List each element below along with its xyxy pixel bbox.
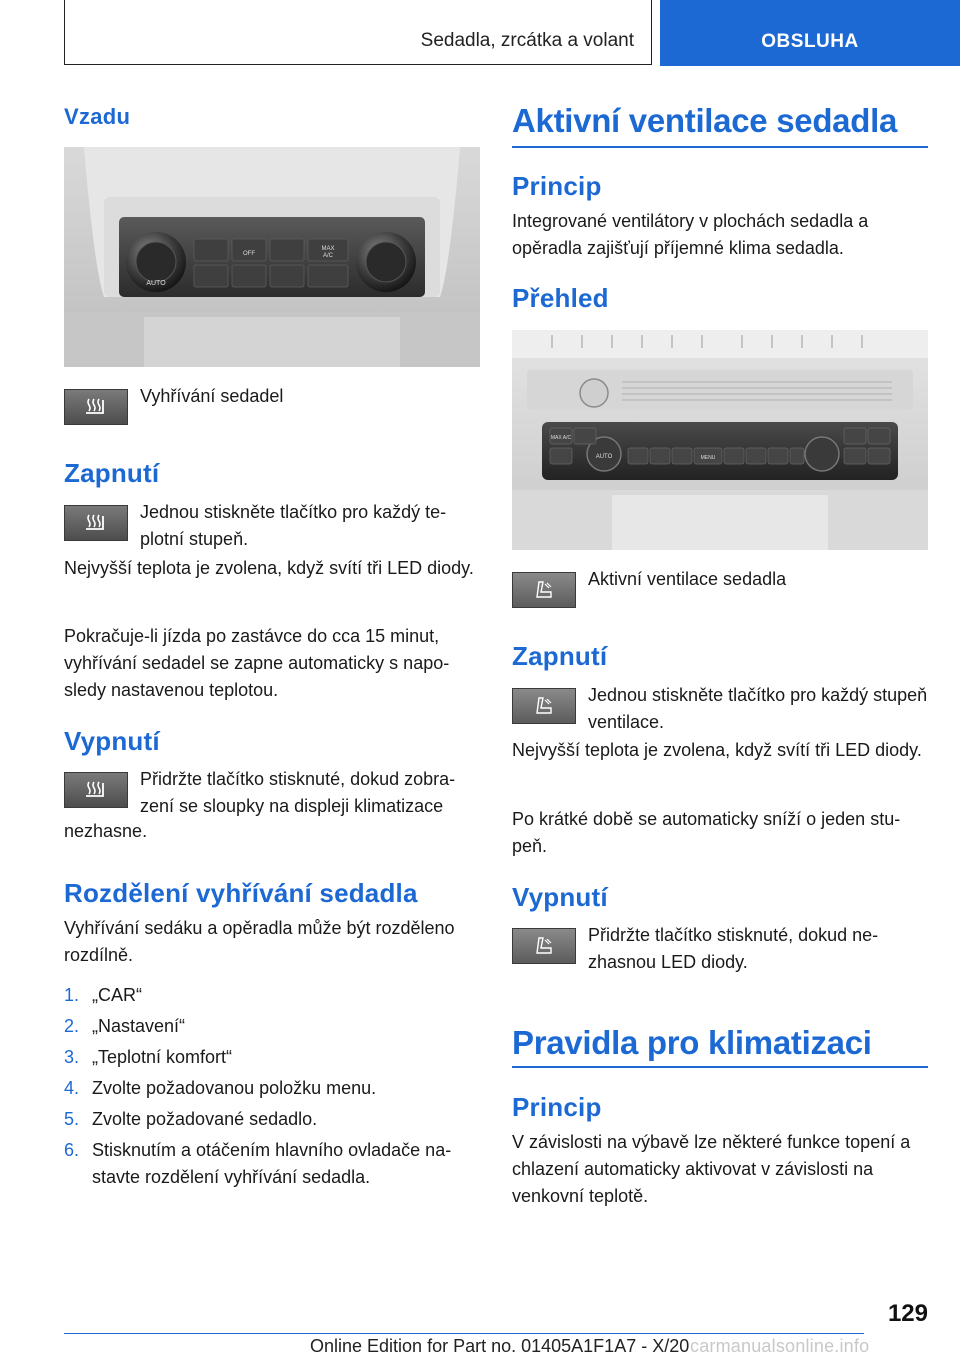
heading-vypnuti-right: Vypnutí <box>512 882 608 912</box>
rear-climate-panel-photo <box>64 147 480 367</box>
seat-ventilation-icon <box>529 578 559 602</box>
step-number: 1. <box>64 985 80 1005</box>
photo-label-off: OFF <box>243 251 255 257</box>
header-rule-right <box>651 0 652 64</box>
photo-label-max-ac: MAX A/C <box>550 435 572 441</box>
rozdeleni-intro: Vyhřívání sedáku a opěradla může být rozděleno rozdílně. <box>64 918 455 965</box>
list-item <box>64 1013 480 1040</box>
seat-heating-icon <box>81 396 111 418</box>
page-header <box>0 0 960 66</box>
zapnuti-auto-restart-note: Pokračuje-li jízda po zastávce do cca 15 minut, vyhřívání sedadel se zapne automaticky s naposledy nastavenou teplotou. <box>64 626 450 700</box>
zapnuti-instruction-left: Jednou stiskněte tlačítko pro každý teplotní stupeň. <box>140 502 447 549</box>
page-number: 129 <box>887 1300 928 1327</box>
heading-zapnuti-left: Zapnutí <box>64 458 160 488</box>
zapnuti-icon-row-left <box>64 502 480 553</box>
heading-prehled: Přehled <box>512 283 609 313</box>
vypnuti-icon-row-left <box>64 769 480 820</box>
vypnuti-continuation: nezhasne. <box>64 821 148 841</box>
zapnuti-instruction-right: Jednou stiskněte tlačítko pro každý stupeň ventilace. <box>588 685 928 732</box>
footer-rule <box>64 1333 864 1334</box>
photo-label-auto: AUTO <box>146 280 166 287</box>
step-text: „Nastavení“ <box>92 1016 186 1036</box>
rear-climate-panel-illustration <box>64 147 480 367</box>
zapnuti-led-note-left: Nejvyšší teplota je zvolena, když svítí tři LED diody. <box>64 558 474 578</box>
seat-heating-button-icon <box>64 505 128 541</box>
heading-zapnuti-right: Zapnutí <box>512 641 608 671</box>
seat-heating-icon-row <box>64 386 284 425</box>
edition-note: Online Edition for Part no. 01405A1F1A7 - X/20 <box>310 1336 690 1356</box>
seat-heating-icon <box>81 512 111 534</box>
step-number: 2. <box>64 1016 80 1036</box>
header-rule-left <box>64 0 65 64</box>
list-item <box>64 1137 480 1191</box>
seat-ventilation-button-icon <box>512 928 576 964</box>
front-climate-panel-photo <box>512 330 928 550</box>
seat-ventilation-button-icon <box>512 572 576 608</box>
step-text: Zvolte požadované sedadlo. <box>92 1109 318 1129</box>
seat-heating-caption: Vyhřívání sedadel <box>140 386 284 406</box>
zapnuti-icon-row-right <box>512 685 928 736</box>
list-item <box>64 1044 480 1071</box>
seat-heating-button-icon <box>64 772 128 808</box>
seat-ventilation-button-icon <box>512 688 576 724</box>
vypnuti-icon-row-right <box>512 925 928 976</box>
step-number: 4. <box>64 1078 80 1098</box>
step-text: Zvolte požadovanou položku menu. <box>92 1078 377 1098</box>
list-item <box>64 982 480 1009</box>
heading-rozdeleni: Rozdělení vyhřívání sedadla <box>64 878 418 908</box>
subheading-vzadu: Vzadu <box>64 104 131 129</box>
photo-label-auto: AUTO <box>595 454 613 460</box>
step-text: Stisknutím a otáčením hlavního ovladače nastavte rozdělení vyhřívání sedadla. <box>92 1140 452 1187</box>
step-number: 5. <box>64 1109 80 1129</box>
header-section-title: Sedadla, zrcátka a volant <box>420 30 634 51</box>
title-underline <box>512 146 928 148</box>
heading-princip-climate: Princip <box>512 1092 602 1122</box>
title-underline <box>512 1066 928 1068</box>
front-climate-panel-illustration <box>512 330 928 550</box>
heading-princip-ventilation: Princip <box>512 171 602 201</box>
princip-ventilation-text: Integrované ventilátory v plochách sedadla a opěradla zajišťují příjemné klima sedadla. <box>512 211 869 258</box>
vypnuti-instruction-left: Přidržte tlačítko stisknuté, dokud zobrazení se sloupky na displeji klimatizace <box>140 769 456 816</box>
seat-ventilation-icon <box>529 934 559 958</box>
seat-ventilation-caption: Aktivní ventilace sedadla <box>588 569 787 589</box>
rozdeleni-steps-list <box>64 982 480 1195</box>
zapnuti-auto-reduce-note: Po krátké době se automaticky sníží o jeden stupeň. <box>512 809 901 856</box>
heading-vypnuti-left: Vypnutí <box>64 726 160 756</box>
step-text: „Teplotní komfort“ <box>92 1047 233 1067</box>
section-title-climate-rules: Pravidla pro klimatizaci <box>512 1024 872 1061</box>
photo-label-max: MAX <box>321 246 335 252</box>
step-number: 3. <box>64 1047 80 1067</box>
photo-label-ac: A/C <box>322 253 334 259</box>
list-item <box>64 1075 480 1102</box>
seat-ventilation-icon-row <box>512 569 787 608</box>
header-rule-bottom <box>64 64 652 65</box>
princip-climate-text: V závislosti na výbavě lze některé funkce topení a chlazení automaticky aktivovat v závislosti na venkovní teplotě. <box>512 1132 911 1206</box>
step-number: 6. <box>64 1140 80 1160</box>
seat-ventilation-icon <box>529 694 559 718</box>
header-chapter-tab[interactable]: OBSLUHA <box>660 0 960 66</box>
step-text: „CAR“ <box>92 985 142 1005</box>
watermark: carmanualsonline.info <box>690 1336 870 1356</box>
list-item <box>64 1106 480 1133</box>
seat-heating-icon <box>81 779 111 801</box>
vypnuti-instruction-right: Přidržte tlačítko stisknuté, dokud nezhasnou LED diody. <box>588 925 879 972</box>
section-title-ventilation: Aktivní ventilace sedadla <box>512 102 898 139</box>
seat-heating-button-icon <box>64 389 128 425</box>
photo-label-menu: MENU <box>700 455 716 461</box>
zapnuti-led-note-right: Nejvyšší teplota je zvolena, když svítí tři LED diody. <box>512 740 922 760</box>
